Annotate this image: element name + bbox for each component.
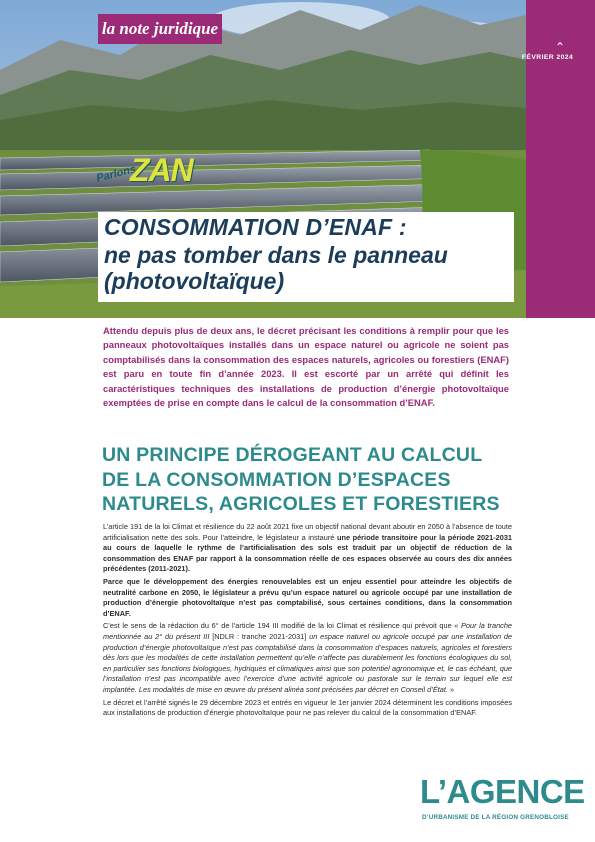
page-subtitle: ne pas tomber dans le panneau (photovoltaïque) xyxy=(104,242,448,294)
paragraph-3-intro: C’est le sens de la rédaction du 6° de l’article 194 III modifié de la loi Climat et résilience qui prévoit que « xyxy=(103,621,462,631)
paragraph-1 xyxy=(103,522,512,575)
parlons-zan-badge xyxy=(96,150,202,208)
badge-word: ZAN xyxy=(130,152,193,188)
badge-prefix: Parlons xyxy=(95,163,138,185)
paragraph-3-quote-start: Pour la tranche mentionnée au 2° du présent III xyxy=(103,621,513,641)
publication-date: FÉVRIER 2024 xyxy=(521,54,574,61)
paragraph-2: Parce que le développement des énergies renouvelables est un enjeu essentiel pour atteindre les objectifs de neutralité carbone en 2050, le législateur a prévu qu’un espace naturel ou agricole occupé par une installation de production d’énergie photovoltaïque n’est pas comptabilisé, sous certaines conditions, dans la consommation d’ENAF. xyxy=(103,576,512,618)
page-title: CONSOMMATION D’ENAF : xyxy=(104,214,407,240)
body-text xyxy=(103,522,512,721)
section-heading: UN PRINCIPE DÉROGEANT AU CALCUL DE LA CONSOMMATION D’ESPACES NATURELS, AGRICOLES ET FORESTIERS xyxy=(102,444,500,515)
paragraph-3-quote: un espace naturel ou agricole occupé par une installation de production d’énergie photovoltaïque n’est pas comptabilisé dans la consommation d’espaces naturels, agricoles et forestiers dès lors que les modalités de cette installation permettent qu’elle n’affecte pas durablement les fonctions écologiques du sol, en particulier ses fonctions biologiques, hydriques et climatiques ainsi que son potentiel agronomique et, le cas échéant, que l’installation n’est pas incompatible avec l’exercice d’une activité agricole ou pastorale sur le terrain sur lequel elle est implantée. Les modalités de mise en œuvre du présent alinéa sont précisées par décret en Conseil d’État. xyxy=(103,631,513,694)
lead-paragraph: Attendu depuis plus de deux ans, le décret précisant les conditions à remplir pour que les panneaux photovoltaïques installés dans un espace naturel ou agricole ne soient pas comptabilisés dans la consommation des espaces naturels, agricoles ou forestiers (ENAF) est paru en toute fin d’année 2023. Il est escorté par un arrêté qui définit les caractéristiques techniques des installations de production d’énergie photovoltaïque exemptées de prise en compte dans le calcul de la consommation d’ENAF. xyxy=(103,325,509,409)
paragraph-3-note: [NDLR : tranche 2021-2031] xyxy=(209,631,310,641)
agency-logo xyxy=(420,770,585,830)
paragraph-1-emphasis: une période transitoire pour la période 2021-2031 au cours de laquelle le rythme de l’artificialisation des sols est traduit par un objectif de réduction de la consommation des ENAF par rapport à la consommation réelle de ces espaces observée au cours des dix années précédentes (2011-2021). xyxy=(103,532,513,574)
corner-mark-icon: ⌃ xyxy=(555,40,566,54)
paragraph-1-text: L’article 191 de la loi Climat et résilience du 22 août 2021 fixe un objectif national devant aboutir en 2050 à l’absence de toute artificialisation nette des sols. Pour l’atteindre, le législateur a instauré xyxy=(103,522,512,542)
logo-word: L’AGENCE xyxy=(420,773,585,810)
note-tag: la note juridique xyxy=(98,14,222,44)
paragraph-3 xyxy=(103,621,512,695)
paragraph-3-close: » xyxy=(447,684,455,694)
paragraph-4: Le décret et l’arrêté signés le 29 décembre 2023 et entrés en vigueur le 1er janvier 2024 déterminent les conditions imposées aux installations de production d’énergie photovoltaïque pour ne pas relever du calcul de la consommation d’ENAF. xyxy=(103,697,512,718)
logo-subtitle: D’URBANISME DE LA RÉGION GRENOBLOISE xyxy=(422,814,569,821)
